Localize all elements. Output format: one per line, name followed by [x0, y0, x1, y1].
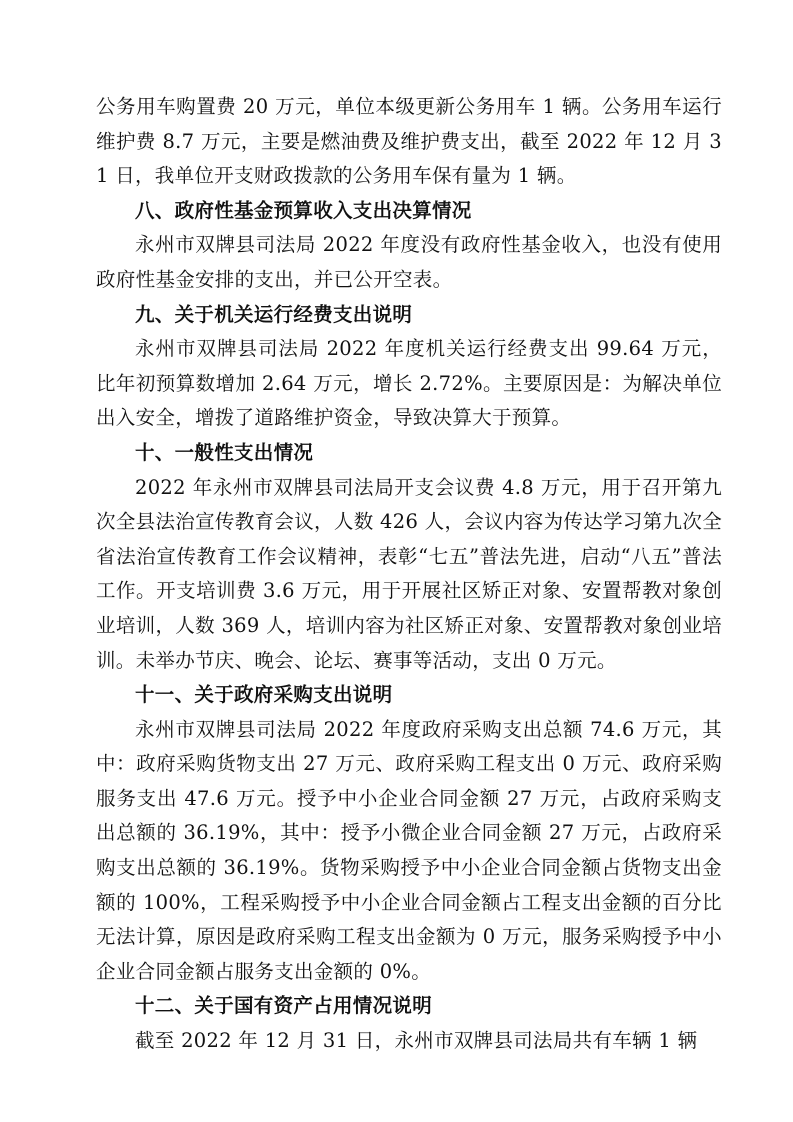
document-body	[96, 90, 722, 1059]
paragraph-vehicle-costs: 公务用车购置费 20 万元，单位本级更新公务用车 1 辆。公务用车运行维护费 8.7 万元，主要是燃油费及维护费支出，截至 2022 年 12 月 31 日，我单位开支财政拨款的公务用车保有量为 1 辆。	[96, 95, 722, 188]
heading-section-12: 十二、关于国有资产占用情况说明	[135, 994, 433, 1018]
paragraph-operating-expenses: 永州市双牌县司法局 2022 年度机关运行经费支出 99.64 万元，比年初预算数增加 2.64 万元，增长 2.72%。主要原因是：为解决单位出入安全，增拨了道路维护资金，导致决算大于预算。	[96, 337, 722, 430]
heading-section-9: 九、关于机关运行经费支出说明	[135, 302, 413, 326]
paragraph-government-fund: 永州市双牌县司法局 2022 年度没有政府性基金收入，也没有使用政府性基金安排的支出，并已公开空表。	[96, 233, 722, 291]
paragraph-general-expenses: 2022 年永州市双牌县司法局开支会议费 4.8 万元，用于召开第九次全县法治宣传教育会议，人数 426 人，会议内容为传达学习第九次全省法治宣传教育工作会议精神，表彰“七五”普法先进，启动“八五”普法工作。开支培训费 3.6 万元，用于开展社区矫正对象、安置帮教对象创业培训，人数 369 人，培训内容为社区矫正对象、安置帮教对象创业培训。未举办节庆、晚会、论坛、赛事等活动，支出 0 万元。	[96, 475, 722, 672]
heading-section-11: 十一、关于政府采购支出说明	[135, 683, 393, 707]
paragraph-state-assets: 截至 2022 年 12 月 31 日，永州市双牌县司法局共有车辆 1 辆	[135, 1029, 698, 1053]
heading-section-8: 八、政府性基金预算收入支出决算情况	[135, 198, 472, 222]
paragraph-procurement: 永州市双牌县司法局 2022 年度政府采购支出总额 74.6 万元，其中：政府采购货物支出 27 万元、政府采购工程支出 0 万元、政府采购服务支出 47.6 万元。授予中小企业合同金额 27 万元，占政府采购支出总额的 36.19%，其中：授予小微企业合同金额 27 万元，占政府采购支出总额的 36.19%。货物采购授予中小企业合同金额占货物支出金额的 100%，工程采购授予中小企业合同金额占工程支出金额的百分比无法计算，原因是政府采购工程支出金额为 0 万元，服务采购授予中小企业合同金额占服务支出金额的 0%。	[96, 717, 722, 983]
heading-section-10: 十、一般性支出情况	[135, 440, 314, 464]
